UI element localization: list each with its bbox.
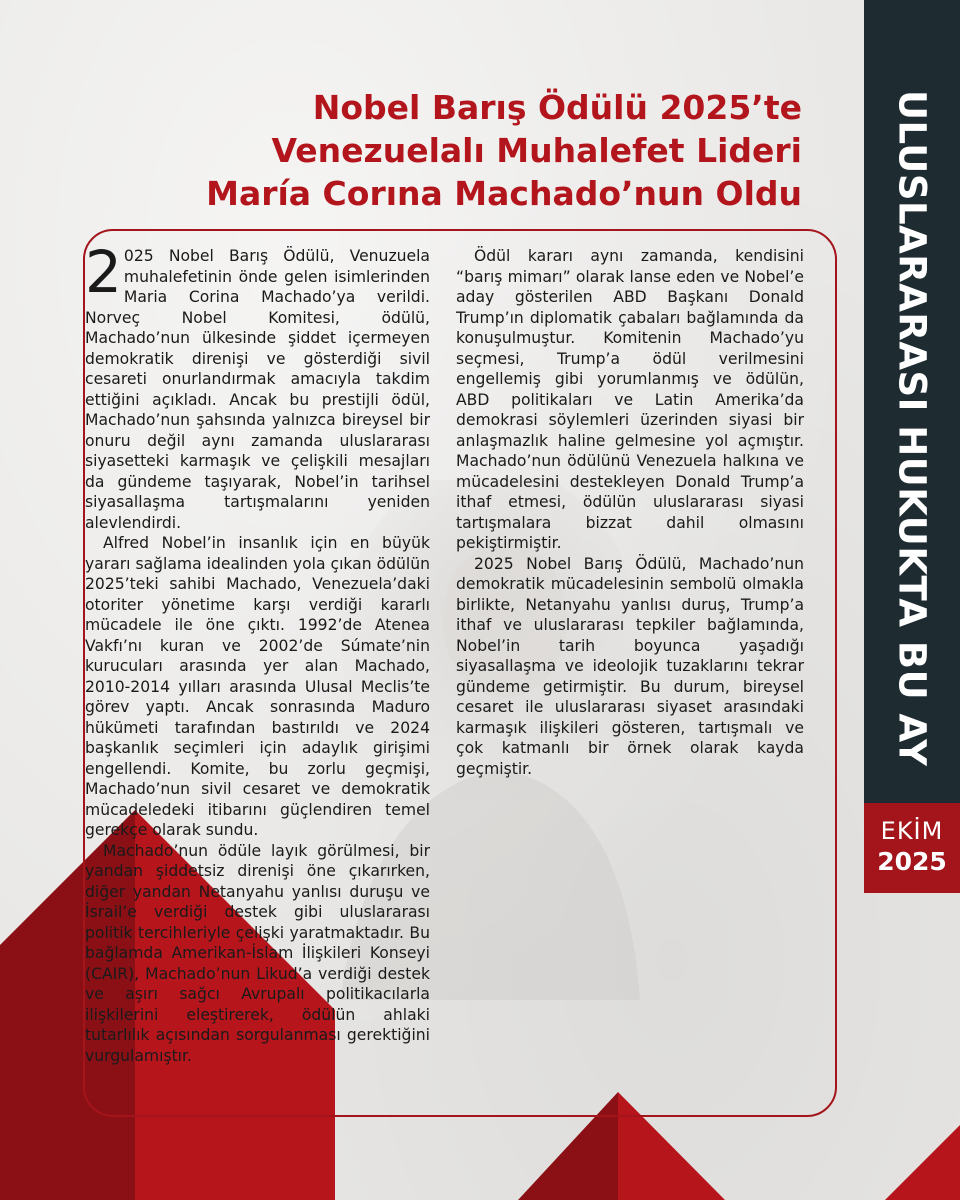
drop-cap: 2 xyxy=(85,238,122,306)
paragraph-3: Machado’nun ödüle layık görülmesi, bir yandan şiddetsiz direnişi öne çıkarırken, diğer yandan Netanyahu yanlısı duruşu ve İsrail’e verdiği destek gibi uluslararası politik tercihleriyle çelişki yaratmaktadır. Bu bağlamda Amerikan-İslam İlişkileri Konseyi (CAIR), Machado’nun Likud’a verdiği destek ve aşırı sağcı Avrupalı politikacılarla ilişkilerini eleştirerek, ödülün ahlaki tutarlılık açısından sorgulanması gerektiğini vurgulamıştır. xyxy=(85,841,430,1065)
article-column-right xyxy=(456,246,804,779)
issue-month: EKİM xyxy=(880,817,944,845)
article-title xyxy=(182,86,802,215)
paragraph-1 xyxy=(85,238,430,533)
title-line-2: Venezuelalı Muhalefet Lideri xyxy=(271,131,802,170)
paragraph-1-text: 025 Nobel Barış Ödülü, Venuzuela muhalefetinin önde gelen isimlerinden Maria Corina Machado’ya verildi. Norveç Nobel Komitesi, ödülü, Machado’nun ülkesinde şiddet içermeyen demokratik direnişi ve gösterdiği sivil cesareti onurlandırmak amacıyla takdim ettiğini açıkladı. Ancak bu prestijli ödül, Machado’nun şahsında yalnızca bireysel bir onuru değil aynı zamanda uluslararası siyasetteki karmaşık ve çelişkili mesajları da gündeme taşıyarak, Nobel’in tarihsel siyasallaşma tartışmalarını yeniden alevlendirdi. xyxy=(85,247,430,532)
vertical-section-title: ULUSLARARASI HUKUKTA BU AY xyxy=(890,90,934,767)
paragraph-5: 2025 Nobel Barış Ödülü, Machado’nun demokratik mücadelesinin sembolü olmakla birlikte, Netanyahu yanlısı duruş, Trump’a ithaf ve uluslararası tepkiler bağlamında, Nobel’in tarih boyunca yaşadığı siyasallaşma ve ideolojik tuzaklarını tekrar gündeme getirmiştir. Bu durum, bireysel cesaret ile uluslararası siyaset arasındaki karmaşık ilişkileri gösteren, tartışmalı ve çok katmanlı bir örnek olarak kayda geçmiştir. xyxy=(456,554,804,778)
title-line-1: Nobel Barış Ödülü 2025’te xyxy=(312,88,802,127)
article-column-left xyxy=(85,238,430,1066)
issue-date-badge xyxy=(864,803,960,893)
title-line-3: María Corına Machado’nun Oldu xyxy=(206,174,802,213)
paragraph-2: Alfred Nobel’in insanlık için en büyük yararı sağlama idealinden yola çıkan ödülün 2025’teki sahibi Machado, Venezuela’daki otoriter yönetime karşı verdiği kararlı mücadele ile öne çıktı. 1992’de Atenea Vakfı’nı kuran ve 2002’de Súmate’nin kurucuları arasında yer alan Machado, 2010-2014 yılları arasında Ulusal Meclis’te görev yaptı. Ancak sonrasında Maduro hükümeti tarafından bastırıldı ve 2024 başkanlık seçimleri için adaylık girişimi engellendi. Komite, bu zorlu geçmişi, Machado’nun sivil cesaret ve demokratik mücadeledeki itibarını güçlendiren temel gerekçe olarak sundu. xyxy=(85,534,430,839)
issue-year: 2025 xyxy=(877,847,947,876)
paragraph-4: Ödül kararı aynı zamanda, kendisini “barış mimarı” olarak lanse eden ve Nobel’e aday gösterilen ABD Başkanı Donald Trump’ın diplomatik çabaları bağlamında da konuşulmuştur. Komitenin Machado’yu seçmesi, Trump’a ödül verilmesini engellemiş gibi yorumlanmış ve ödülün, ABD politikaları ve Latin Amerika’da demokrasi söylemleri üzerinden siyasi bir anlaşmazlık haline gelmesine yol açmıştır. Machado’nun ödülünü Venezuela halkına ve mücadelesini destekleyen Donald Trump’a ithaf etmesi, ödülün uluslararası siyasi tartışmalara bizzat dahil olmasını pekiştirmiştir. xyxy=(456,247,804,552)
